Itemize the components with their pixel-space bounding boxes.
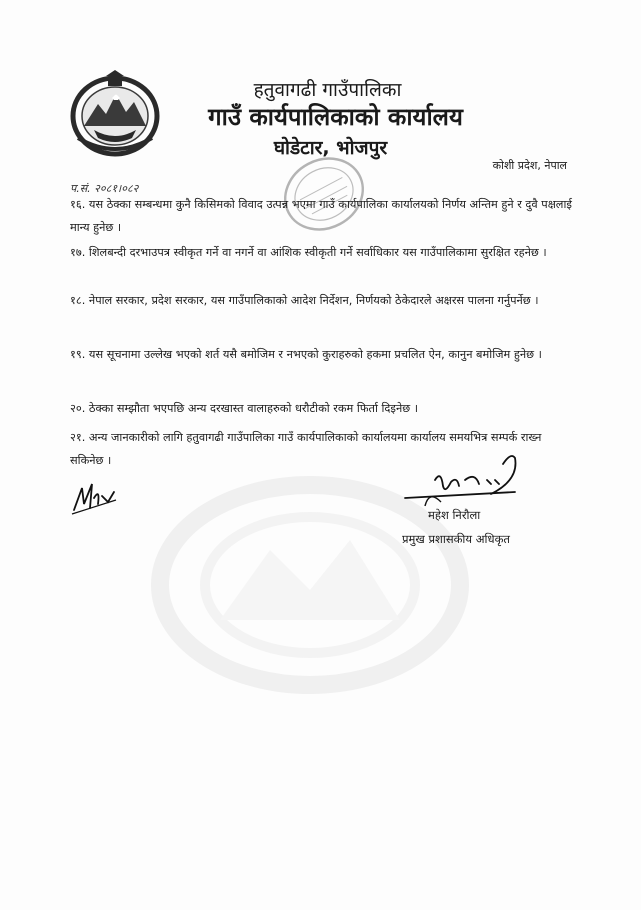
clause-18: १८. नेपाल सरकार, प्रदेश सरकार, यस गाउँपालिकाको आदेश निर्देशन, निर्णयको ठेकेदारले अक्षरस पालना गर्नुपर्नेछ । [70, 294, 539, 307]
municipality-name: हतुवागढी गाउँपालिका [253, 79, 402, 101]
office-location: घोडेटार, भोजपुर [273, 137, 388, 159]
reference-number: प.सं. २०८१।०८२ [70, 182, 139, 195]
signatory-name: महेश निरौला [428, 508, 481, 522]
clause-16: १६. यस ठेक्का सम्बन्धमा कुनै किसिमको विवाद उत्पन्न भएमा गाउँ कार्यपालिका कार्यालयको निर्णय अन्तिम हुने र दुवै पक्षलाई मान्य हुनेछ । [70, 198, 572, 234]
clause-17: १७. शिलबन्दी दरभाउपत्र स्वीकृत गर्ने वा नगर्ने वा आंशिक स्वीकृती गर्ने सर्वाधिकार यस गाउँपालिकामा सुरक्षित रहनेछ । [70, 246, 547, 259]
officer-signature [395, 450, 527, 516]
province-country: कोशी प्रदेश, नेपाल [492, 159, 567, 172]
office-name: गाउँ कार्यपालिकाको कार्यालय [208, 103, 463, 131]
clause-19: १९. यस सूचनामा उल्लेख भएको शर्त यसै बमोजिम र नभएको कुराहरुको हकमा प्रचलित ऐन, कानुन बमोजिम हुनेछ । [70, 348, 542, 361]
initials-signature [68, 474, 120, 518]
signatory-title: प्रमुख प्रशासकीय अधिकृत [402, 532, 510, 546]
clause-21: २१. अन्य जानकारीको लागि हतुवागढी गाउँपालिका गाउँ कार्यपालिकाको कार्यालयमा कार्यालय समयभित्र सम्पर्क राख्न सकिनेछ । [70, 431, 542, 467]
clause-20: २०. ठेक्का सम्झौता भएपछि अन्य दरखास्त वालाहरुको धरौटीको रकम फिर्ता दिइनेछ । [70, 402, 419, 415]
